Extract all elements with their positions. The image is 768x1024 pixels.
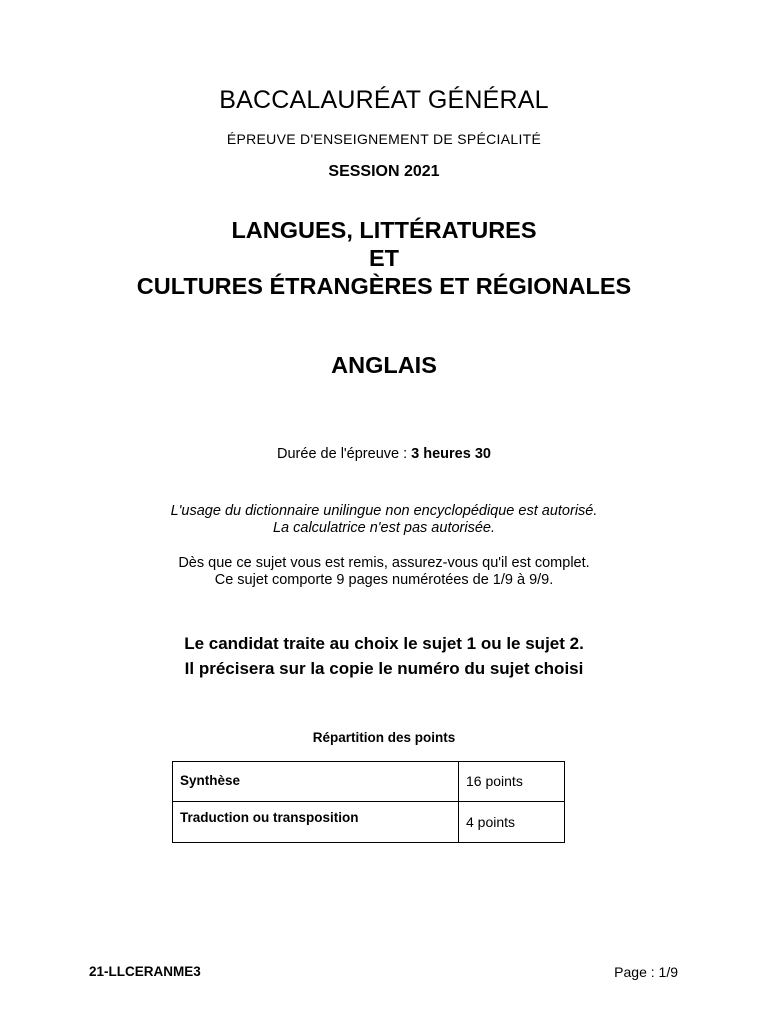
exam-type: ÉPREUVE D'ENSEIGNEMENT DE SPÉCIALITÉ (226, 131, 542, 147)
duration-value: 3 heures 30 (411, 446, 491, 462)
choice-line-1: Le candidat traite au choix le sujet 1 ou le sujet 2. (184, 634, 584, 653)
exam-code: 21-LLCERANME3 (89, 964, 201, 979)
dictionary-rule: L'usage du dictionnaire unilingue non encyclopédique est autorisé. (170, 503, 598, 519)
page-number: Page : 1/9 (614, 964, 678, 980)
check-notice: Dès que ce sujet vous est remis, assurez-vous qu'il est complet. (178, 555, 590, 571)
pages-notice: Ce sujet comporte 9 pages numérotées de 1/9 à 9/9. (214, 572, 554, 588)
task-cell: Traduction ou transposition (173, 802, 459, 843)
duration-label: Durée de l'épreuve : (277, 446, 412, 462)
points-table (172, 761, 565, 843)
exam-title: BACCALAURÉAT GÉNÉRAL (219, 86, 549, 114)
language-title: ANGLAIS (331, 352, 437, 378)
subject-title (0, 216, 768, 300)
subject-line-2: ET (368, 245, 400, 271)
duration (0, 446, 768, 462)
subject-line-1: LANGUES, LITTÉRATURES (231, 217, 537, 243)
calculator-rule: La calculatrice n'est pas autorisée. (272, 520, 495, 536)
choice-line-2: Il précisera sur la copie le numéro du sujet choisi (184, 659, 584, 678)
subject-line-3: CULTURES ÉTRANGÈRES ET RÉGIONALES (136, 273, 632, 299)
points-title: Répartition des points (312, 730, 456, 745)
materials-rules (0, 503, 768, 537)
points-cell: 4 points (459, 802, 565, 843)
table-row (173, 802, 565, 843)
table-row (173, 762, 565, 802)
task-cell: Synthèse (173, 762, 459, 802)
completeness-notice (0, 555, 768, 589)
subject-choice-instructions (0, 631, 768, 681)
session-label: SESSION 2021 (328, 163, 440, 180)
points-cell: 16 points (459, 762, 565, 802)
